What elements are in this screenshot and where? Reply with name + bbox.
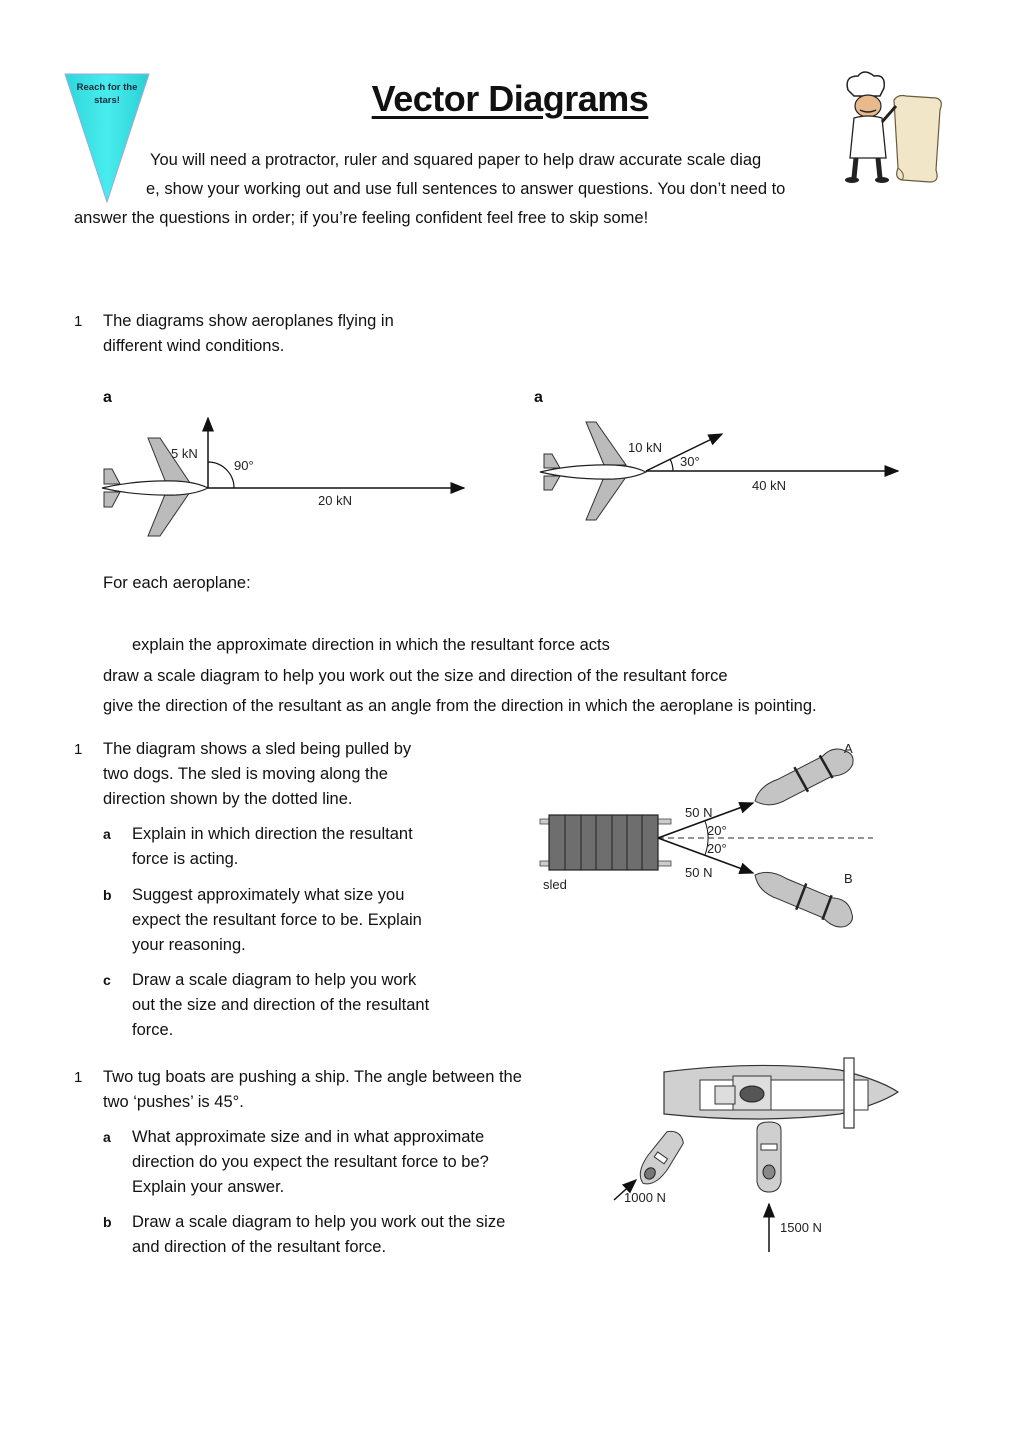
q2-text-line-3: direction shown by the dotted line. [103, 790, 353, 808]
q2-part-c-line-2: out the size and direction of the resultant [132, 996, 430, 1014]
force-b-label: 50 N [685, 865, 713, 880]
badge-text-line2: stars! [94, 95, 120, 106]
intro-line-1: You will need a protractor, ruler and squared paper to help draw accurate scale diag [150, 151, 762, 169]
q2-part-c-line-1: Draw a scale diagram to help you work [132, 971, 417, 989]
wind-force-label-b: 10 kN [628, 440, 662, 455]
q3-text-line-2: two ‘pushes’ is 45°. [103, 1093, 244, 1111]
chef-icon [836, 70, 948, 185]
q1-number: 1 [74, 313, 83, 330]
wind-force-label-a: 5 kN [171, 446, 198, 461]
sled-diagram [535, 735, 875, 930]
thrust-force-label-a: 20 kN [318, 493, 352, 508]
intro-line-2: e, show your working out and use full sentences to answer questions. You don’t need to [146, 180, 786, 198]
badge-text-line1: Reach for the [76, 82, 138, 93]
q3-part-b-line-2: and direction of the resultant force. [132, 1238, 387, 1256]
q3-part-a-line-1: What approximate size and in what approximate [132, 1128, 485, 1146]
dog-b-label: B [844, 871, 853, 886]
q2-part-b-line-2: expect the resultant force to be. Explain [132, 911, 422, 929]
q3-text [103, 1065, 522, 1115]
q3-text-line-1: Two tug boats are pushing a ship. The angle between the [103, 1068, 522, 1086]
force-1-label: 1000 N [624, 1190, 666, 1205]
intro-line-3: answer the questions in order; if you’re feeling confident feel free to skip some! [74, 209, 649, 227]
task-3: give the direction of the resultant as an angle from the direction in which the aeroplane is pointing. [103, 697, 817, 715]
thrust-force-label-b: 40 kN [752, 478, 786, 493]
task-2: draw a scale diagram to help you work out the size and direction of the resultant force [103, 667, 728, 685]
plane-diagram-a [96, 412, 476, 542]
task-1: explain the approximate direction in which the resultant force acts [132, 636, 610, 654]
q2-part-b-label: b [103, 887, 112, 903]
q3-number: 1 [74, 1069, 83, 1086]
q2-part-a-line-1: Explain in which direction the resultant [132, 825, 413, 843]
q1-text-line-2: different wind conditions. [103, 337, 285, 355]
q2-text-line-2: two dogs. The sled is moving along the [103, 765, 388, 783]
q2-text [103, 737, 411, 812]
sled-label: sled [543, 877, 567, 892]
force-a-label: 50 N [685, 805, 713, 820]
q1-diagram-a-label: a [103, 389, 112, 406]
q2-text-line-1: The diagram shows a sled being pulled by [103, 740, 412, 758]
angle-label-b: 30° [680, 454, 700, 469]
q3-part-b-label: b [103, 1214, 112, 1230]
q2-part-a-line-2: force is acting. [132, 850, 239, 868]
force-2-label: 1500 N [780, 1220, 822, 1235]
plane-diagram-b [530, 412, 910, 532]
q1-text-line-1: The diagrams show aeroplanes flying in [103, 312, 394, 330]
q3-part-a-line-2: direction do you expect the resultant force to be? [132, 1153, 489, 1171]
angle-b-label: 20° [707, 841, 727, 856]
q3-part-a-line-3: Explain your answer. [132, 1178, 285, 1196]
q1-diagram-b-label: a [534, 389, 543, 406]
dog-a-label: A [844, 741, 853, 756]
q2-part-a-label: a [103, 826, 111, 842]
angle-label-a: 90° [234, 458, 254, 473]
angle-a-label: 20° [707, 823, 727, 838]
chef-illustration [836, 70, 948, 185]
q1-text [103, 309, 394, 359]
q3-part-a-label: a [103, 1129, 111, 1145]
q2-part-c-label: c [103, 972, 111, 988]
page-title: Vector Diagrams [371, 78, 649, 119]
q2-part-b-line-1: Suggest approximately what size you [132, 886, 405, 904]
for-each-aeroplane: For each aeroplane: [103, 574, 251, 592]
q2-part-b-line-3: your reasoning. [132, 936, 246, 954]
q2-number: 1 [74, 741, 83, 758]
ship-diagram [600, 1052, 905, 1257]
q3-part-b-line-1: Draw a scale diagram to help you work out the size [132, 1213, 506, 1231]
q2-part-c-line-3: force. [132, 1021, 174, 1039]
